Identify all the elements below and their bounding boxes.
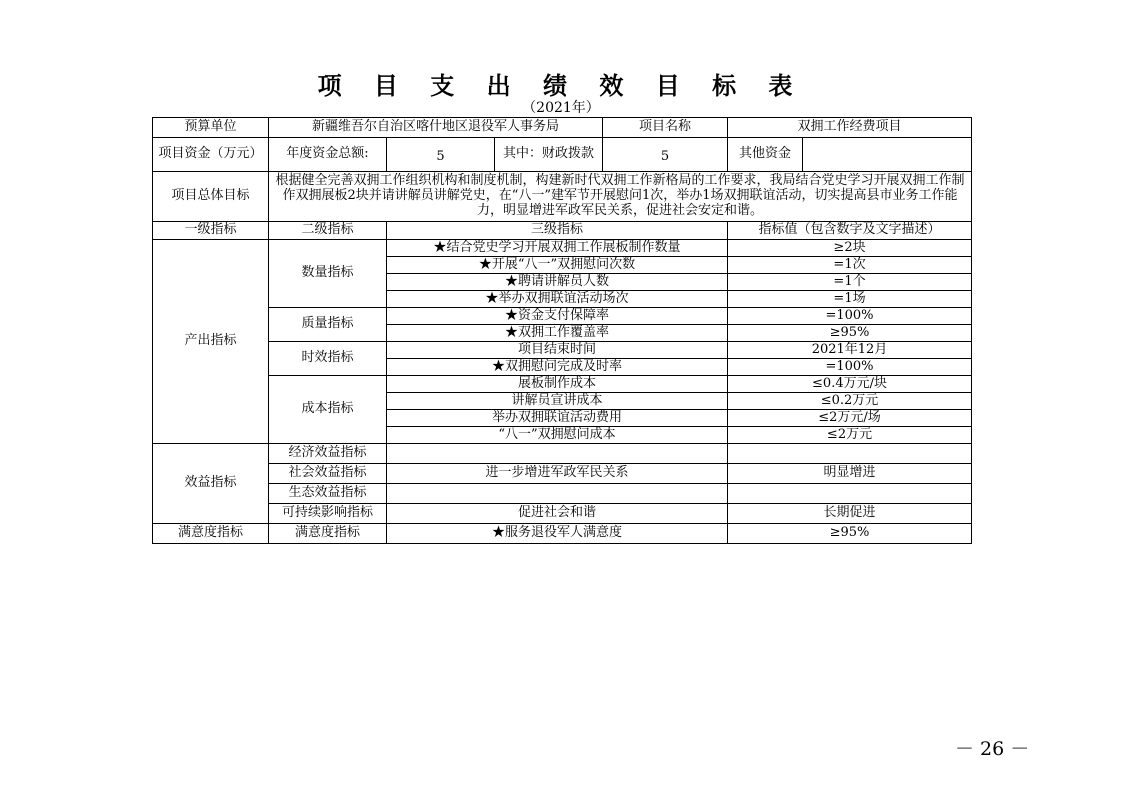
- timeliness-indicator-label: 时效指标: [269, 342, 387, 376]
- level2-label: 可持续影响指标: [269, 504, 387, 524]
- indicator-name: “八一”双拥慰问成本: [387, 427, 728, 444]
- indicator-name: ★双拥工作覆盖率: [387, 325, 728, 342]
- output-indicator-label: 产出指标: [153, 240, 269, 444]
- project-funds-label: 项目资金（万元）: [153, 138, 269, 172]
- table-row: [153, 308, 972, 325]
- table-row: [153, 444, 972, 464]
- cost-indicator-label: 成本指标: [269, 376, 387, 444]
- info-row-funds: [153, 138, 972, 172]
- level2-label: 生态效益指标: [269, 484, 387, 504]
- fiscal-funds-label: 其中：财政拨款: [495, 138, 603, 172]
- fiscal-funds-value: 5: [603, 138, 728, 172]
- indicator-name: 举办双拥联谊活动费用: [387, 410, 728, 427]
- annual-funds-value: 5: [387, 138, 495, 172]
- indicator-name: ★双拥慰问完成及时率: [387, 359, 728, 376]
- table-row: [153, 464, 972, 484]
- table-row: [153, 342, 972, 359]
- indicator-value: =100%: [728, 308, 972, 325]
- budget-unit-label: 预算单位: [153, 118, 269, 138]
- indicator-value: ≤2万元: [728, 427, 972, 444]
- column-header-row: [153, 222, 972, 240]
- project-name-value: 双拥工作经费项目: [728, 118, 972, 138]
- overall-goal-text: 根据健全完善双拥工作组织机构和制度机制，构建新时代双拥工作新格局的工作要求，我局结合党史学习开展双拥工作制作双拥展板2块并请讲解员讲解党史，在“八一”建军节开展慰问1次，举办1场双拥联谊活动，切实提高县市业务工作能力，明显增进军政军民关系，促进社会安定和谐。: [269, 172, 972, 222]
- info-row-goal: [153, 172, 972, 222]
- indicator-value: 长期促进: [728, 504, 972, 524]
- other-funds-label: 其他资金: [728, 138, 803, 172]
- indicator-value: ≥95%: [728, 325, 972, 342]
- indicator-value: =1次: [728, 257, 972, 274]
- indicator-value: =1场: [728, 291, 972, 308]
- indicator-value: 2021年12月: [728, 342, 972, 359]
- indicator-name: ★服务退役军人满意度: [387, 524, 728, 544]
- indicator-name: 展板制作成本: [387, 376, 728, 393]
- indicator-name: ★开展“八一”双拥慰问次数: [387, 257, 728, 274]
- indicator-name: 促进社会和谐: [387, 504, 728, 524]
- indicator-name: ★结合党史学习开展双拥工作展板制作数量: [387, 240, 728, 257]
- indicator-name: [387, 484, 728, 504]
- other-funds-value: [803, 138, 972, 172]
- indicator-value: ≤0.4万元/块: [728, 376, 972, 393]
- table-row: [153, 484, 972, 504]
- indicator-name: ★资金支付保障率: [387, 308, 728, 325]
- level2-label: 社会效益指标: [269, 464, 387, 484]
- indicator-value: ≥95%: [728, 524, 972, 544]
- indicator-value: ≤0.2万元: [728, 393, 972, 410]
- quantity-indicator-label: 数量指标: [269, 240, 387, 308]
- budget-unit-value: 新疆维吾尔自治区喀什地区退役军人事务局: [269, 118, 603, 138]
- satisfaction-indicator-label: 满意度指标: [153, 524, 269, 544]
- table-row: [153, 240, 972, 257]
- year-subtitle: （2021年）: [522, 100, 600, 116]
- overall-goal-label: 项目总体目标: [153, 172, 269, 222]
- indicator-name: ★举办双拥联谊活动场次: [387, 291, 728, 308]
- level2-label: 满意度指标: [269, 524, 387, 544]
- table-row: [153, 504, 972, 524]
- indicator-name: [387, 444, 728, 464]
- indicator-value: [728, 484, 972, 504]
- indicator-name: 项目结束时间: [387, 342, 728, 359]
- col-level3-header: 三级指标: [387, 222, 728, 240]
- annual-funds-label: 年度资金总额:: [269, 138, 387, 172]
- indicator-name: 进一步增进军政军民关系: [387, 464, 728, 484]
- indicator-value: [728, 444, 972, 464]
- page-title: 项 目 支 出 绩 效 目 标 表: [317, 71, 805, 100]
- indicator-name: 讲解员宣讲成本: [387, 393, 728, 410]
- indicator-value: ≥2块: [728, 240, 972, 257]
- info-row-unit: [153, 118, 972, 138]
- indicator-name: ★聘请讲解员人数: [387, 274, 728, 291]
- benefit-indicator-label: 效益指标: [153, 444, 269, 524]
- page-number: － 26 －: [955, 738, 1030, 760]
- performance-target-table: [152, 117, 972, 544]
- indicator-value: =100%: [728, 359, 972, 376]
- indicator-value: 明显增进: [728, 464, 972, 484]
- indicator-value: ≤2万元/场: [728, 410, 972, 427]
- level2-label: 经济效益指标: [269, 444, 387, 464]
- table-row: [153, 524, 972, 544]
- col-level1-header: 一级指标: [153, 222, 269, 240]
- col-value-header: 指标值（包含数字及文字描述）: [728, 222, 972, 240]
- project-name-label: 项目名称: [603, 118, 728, 138]
- quality-indicator-label: 质量指标: [269, 308, 387, 342]
- col-level2-header: 二级指标: [269, 222, 387, 240]
- indicator-value: =1个: [728, 274, 972, 291]
- table-row: [153, 376, 972, 393]
